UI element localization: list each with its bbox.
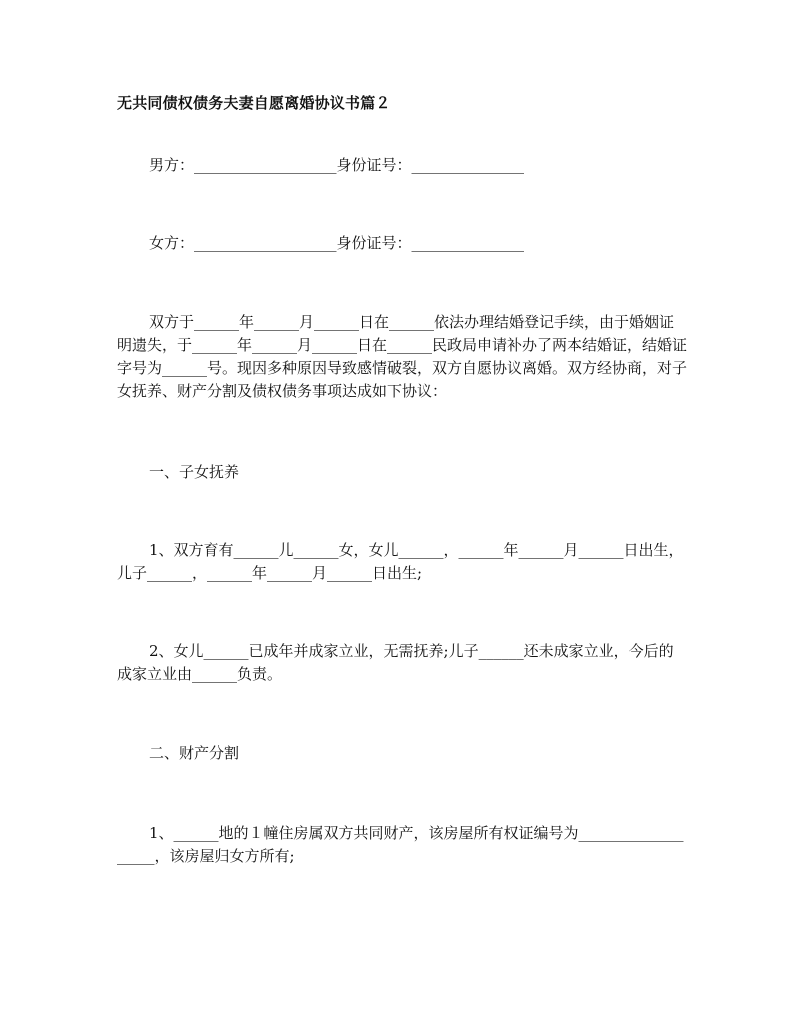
paragraph-male-party: 男方：___________________身份证号：_______________ <box>149 156 525 174</box>
section-heading-property-division: 二、财产分割 <box>149 744 240 762</box>
paragraph-marriage-registration: 双方于______年______月______日在______依法办理结婚登记手续，由于婚姻证明遗失，于______年______月______日在______民政局申请补办了两本结婚证，结婚证字号为______号。现因多种原因导致感情破裂，双方自愿协议离婚。双方经协商，对子女抚养、财产分割及债权债务事项达成如下协议： <box>117 313 688 400</box>
section-heading-child-custody: 一、子女抚养 <box>149 463 240 481</box>
paragraph-house-ownership: 1、______地的１幢住房属双方共同财产，该房屋所有权证编号为___________________，该房屋归女方所有; <box>117 824 684 865</box>
document-title: 无共同债权债务夫妻自愿离婚协议书篇２ <box>117 94 391 112</box>
paragraph-children-births: 1、双方育有______儿______女，女儿______，______年______月______日出生，儿子______，______年______月______日出生; <box>117 541 684 582</box>
paragraph-children-status: 2、女儿______已成年并成家立业，无需抚养;儿子______还未成家立业，今后的成家立业由______负责。 <box>117 642 674 683</box>
paragraph-female-party: 女方：___________________身份证号：_______________ <box>149 234 525 252</box>
